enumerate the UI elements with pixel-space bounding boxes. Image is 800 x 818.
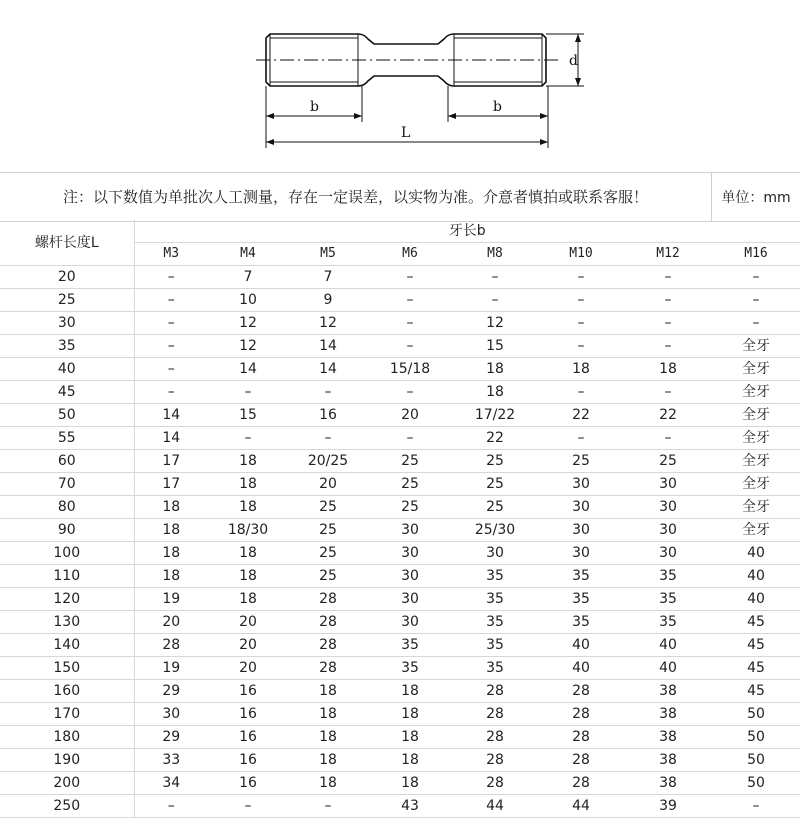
thread-length-cell: –: [134, 381, 208, 404]
thread-length-cell: 全牙: [712, 519, 800, 542]
b-left-arrow-2: [354, 113, 362, 119]
b-left-label: b: [310, 99, 319, 115]
thread-length-cell: 50: [712, 772, 800, 795]
thread-length-cell: 30: [624, 542, 712, 565]
table-row: [0, 749, 800, 772]
thread-length-cell: 50: [712, 703, 800, 726]
thread-length-cell: 12: [208, 312, 288, 335]
thread-length-cell: 25: [368, 473, 452, 496]
thread-length-cell: 14: [134, 427, 208, 450]
table-row: [0, 266, 800, 289]
thread-length-cell: 38: [624, 749, 712, 772]
size-header: M10: [538, 243, 624, 266]
thread-length-cell: –: [134, 312, 208, 335]
table-row: [0, 358, 800, 381]
thread-length-cell: 14: [288, 358, 368, 381]
thread-length-cell: 全牙: [712, 381, 800, 404]
thread-length-cell: 全牙: [712, 496, 800, 519]
thread-length-cell: 28: [452, 726, 538, 749]
table-row: [0, 680, 800, 703]
thread-length-cell: 20: [368, 404, 452, 427]
thread-length-cell: 40: [712, 565, 800, 588]
thread-length-cell: 全牙: [712, 473, 800, 496]
thread-length-cell: 30: [368, 519, 452, 542]
thread-length-cell: 7: [208, 266, 288, 289]
length-cell: 60: [0, 450, 134, 473]
thread-length-cell: 35: [624, 588, 712, 611]
thread-length-cell: 22: [624, 404, 712, 427]
size-header: M16: [712, 243, 800, 266]
table-row: [0, 335, 800, 358]
thread-length-cell: 10: [208, 289, 288, 312]
thread-length-cell: 35: [538, 611, 624, 634]
length-cell: 200: [0, 772, 134, 795]
unit-label: 单位：mm: [721, 190, 791, 206]
length-cell: 35: [0, 335, 134, 358]
length-cell: 120: [0, 588, 134, 611]
table-row: [0, 289, 800, 312]
thread-length-cell: –: [712, 795, 800, 818]
thread-length-cell: 18: [288, 703, 368, 726]
table-row: [0, 772, 800, 795]
thread-length-cell: 18: [208, 450, 288, 473]
thread-length-cell: –: [624, 312, 712, 335]
thread-length-cell: 22: [452, 427, 538, 450]
thread-length-cell: –: [368, 312, 452, 335]
b-right-arrow-1: [448, 113, 456, 119]
thread-length-cell: 25: [452, 473, 538, 496]
thread-length-cell: 18: [452, 381, 538, 404]
table-row: [0, 565, 800, 588]
length-cell: 250: [0, 795, 134, 818]
thread-length-cell: 38: [624, 680, 712, 703]
size-header: M4: [208, 243, 288, 266]
thread-length-cell: –: [624, 381, 712, 404]
length-cell: 150: [0, 657, 134, 680]
thread-length-cell: 16: [288, 404, 368, 427]
thread-length-cell: –: [712, 266, 800, 289]
table-row: [0, 312, 800, 335]
thread-length-cell: 17/22: [452, 404, 538, 427]
thread-length-cell: –: [368, 335, 452, 358]
thread-length-cell: 18: [368, 680, 452, 703]
thread-length-cell: 29: [134, 680, 208, 703]
L-arrow-2: [540, 139, 548, 145]
thread-length-cell: –: [538, 289, 624, 312]
thread-length-cell: –: [368, 289, 452, 312]
size-header: M3: [134, 243, 208, 266]
table-row: [0, 496, 800, 519]
thread-length-cell: 12: [208, 335, 288, 358]
b-left-arrow-1: [266, 113, 274, 119]
thread-length-cell: 35: [624, 565, 712, 588]
note-row: [0, 172, 800, 222]
thread-length-cell: 20/25: [288, 450, 368, 473]
thread-length-cell: 28: [452, 772, 538, 795]
thread-length-cell: –: [624, 427, 712, 450]
thread-length-cell: 18: [208, 496, 288, 519]
thread-length-cell: 35: [452, 634, 538, 657]
thread-length-cell: 16: [208, 772, 288, 795]
thread-length-cell: 18: [208, 565, 288, 588]
thread-length-cell: 17: [134, 473, 208, 496]
thread-length-cell: –: [712, 312, 800, 335]
thread-length-cell: –: [134, 266, 208, 289]
thread-length-cell: –: [712, 289, 800, 312]
thread-length-cell: 18: [208, 473, 288, 496]
thread-length-cell: –: [368, 381, 452, 404]
length-cell: 110: [0, 565, 134, 588]
thread-length-cell: 40: [624, 634, 712, 657]
thread-length-cell: 25: [368, 496, 452, 519]
thread-length-cell: 14: [288, 335, 368, 358]
thread-length-cell: 28: [288, 634, 368, 657]
table-row: [0, 519, 800, 542]
length-cell: 140: [0, 634, 134, 657]
thread-length-cell: 25: [368, 450, 452, 473]
length-cell: 70: [0, 473, 134, 496]
length-cell: 50: [0, 404, 134, 427]
thread-length-cell: 14: [134, 404, 208, 427]
thread-length-cell: –: [208, 795, 288, 818]
thread-length-cell: 15: [452, 335, 538, 358]
thread-length-cell: 25: [452, 450, 538, 473]
table-row: [0, 588, 800, 611]
length-cell: 90: [0, 519, 134, 542]
thread-length-cell: 18: [368, 726, 452, 749]
table-row: [0, 381, 800, 404]
thread-length-cell: 19: [134, 657, 208, 680]
length-cell: 45: [0, 381, 134, 404]
thread-length-cell: 30: [538, 473, 624, 496]
thread-length-cell: –: [452, 266, 538, 289]
thread-length-cell: 28: [452, 680, 538, 703]
thread-length-cell: 28: [538, 772, 624, 795]
thread-length-cell: 22: [538, 404, 624, 427]
thread-length-cell: 18: [208, 588, 288, 611]
table-row: [0, 726, 800, 749]
L-arrow-1: [266, 139, 274, 145]
thread-length-cell: 50: [712, 749, 800, 772]
thread-length-cell: 28: [134, 634, 208, 657]
thread-length-cell: –: [452, 289, 538, 312]
thread-length-cell: 45: [712, 634, 800, 657]
thread-length-cell: 35: [368, 657, 452, 680]
thread-length-cell: 18: [538, 358, 624, 381]
thread-length-cell: 35: [368, 634, 452, 657]
thread-length-cell: –: [288, 795, 368, 818]
thread-length-cell: 15: [208, 404, 288, 427]
length-cell: 40: [0, 358, 134, 381]
thread-length-cell: 20: [208, 634, 288, 657]
thread-length-cell: 28: [452, 749, 538, 772]
thread-length-cell: 30: [538, 542, 624, 565]
table-row: [0, 542, 800, 565]
thread-length-cell: 20: [208, 657, 288, 680]
length-cell: 160: [0, 680, 134, 703]
thread-length-cell: 44: [538, 795, 624, 818]
measurement-note: 注：以下数值为单批次人工测量，存在一定误差，以实物为准。介意者慎拍或联系客服！: [0, 173, 712, 221]
thread-length-cell: –: [208, 381, 288, 404]
thread-length-cell: 30: [134, 703, 208, 726]
thread-length-cell: 25: [288, 519, 368, 542]
thread-length-cell: –: [538, 335, 624, 358]
thread-length-cell: –: [538, 427, 624, 450]
thread-length-cell: 28: [288, 588, 368, 611]
thread-length-cell: 28: [538, 703, 624, 726]
thread-length-cell: 28: [288, 657, 368, 680]
length-column-header: 螺杆长度L: [0, 220, 134, 266]
table-row: [0, 450, 800, 473]
thread-length-cell: 45: [712, 611, 800, 634]
thread-length-cell: 15/18: [368, 358, 452, 381]
thread-length-header: 牙长b: [134, 220, 800, 243]
thread-length-cell: 40: [538, 657, 624, 680]
thread-length-cell: 35: [452, 588, 538, 611]
thread-length-cell: 25: [538, 450, 624, 473]
thread-length-cell: 45: [712, 680, 800, 703]
thread-length-cell: 30: [368, 588, 452, 611]
length-cell: 190: [0, 749, 134, 772]
thread-length-cell: 34: [134, 772, 208, 795]
thread-length-cell: 18: [134, 542, 208, 565]
thread-length-cell: 18: [368, 703, 452, 726]
thread-length-cell: 38: [624, 772, 712, 795]
thread-length-cell: 30: [368, 542, 452, 565]
table-row: [0, 611, 800, 634]
thread-length-cell: 25: [288, 565, 368, 588]
thread-length-cell: 35: [452, 657, 538, 680]
thread-length-cell: 30: [624, 473, 712, 496]
thread-length-cell: 18: [288, 749, 368, 772]
thread-length-cell: 35: [452, 611, 538, 634]
b-right-arrow-2: [540, 113, 548, 119]
size-header: M12: [624, 243, 712, 266]
thread-length-cell: 全牙: [712, 404, 800, 427]
thread-length-cell: –: [538, 312, 624, 335]
thread-length-cell: 16: [208, 680, 288, 703]
thread-length-cell: –: [134, 795, 208, 818]
length-cell: 25: [0, 289, 134, 312]
thread-length-cell: 25: [452, 496, 538, 519]
thread-length-cell: 16: [208, 703, 288, 726]
length-cell: 55: [0, 427, 134, 450]
L-label: L: [401, 125, 411, 141]
length-cell: 100: [0, 542, 134, 565]
thread-length-cell: 18: [134, 496, 208, 519]
thread-length-cell: 43: [368, 795, 452, 818]
size-header: M6: [368, 243, 452, 266]
thread-length-cell: 30: [538, 496, 624, 519]
size-header: M5: [288, 243, 368, 266]
thread-length-cell: –: [288, 427, 368, 450]
thread-length-cell: –: [208, 427, 288, 450]
thread-length-cell: 16: [208, 726, 288, 749]
thread-length-cell: 全牙: [712, 450, 800, 473]
thread-length-cell: 18: [288, 680, 368, 703]
thread-length-cell: 44: [452, 795, 538, 818]
thread-length-cell: 12: [452, 312, 538, 335]
thread-length-cell: –: [368, 266, 452, 289]
thread-length-cell: 50: [712, 726, 800, 749]
thread-length-cell: 38: [624, 726, 712, 749]
length-cell: 80: [0, 496, 134, 519]
thread-length-cell: –: [624, 266, 712, 289]
thread-length-cell: 18: [134, 565, 208, 588]
thread-length-cell: 全牙: [712, 427, 800, 450]
thread-length-cell: 18: [288, 772, 368, 795]
thread-length-cell: 45: [712, 657, 800, 680]
thread-length-cell: 40: [624, 657, 712, 680]
thread-length-cell: 33: [134, 749, 208, 772]
thread-length-cell: 18: [624, 358, 712, 381]
thread-length-cell: 28: [452, 703, 538, 726]
length-cell: 180: [0, 726, 134, 749]
thread-length-cell: 全牙: [712, 335, 800, 358]
thread-length-cell: 25: [288, 496, 368, 519]
thread-length-cell: 18: [452, 358, 538, 381]
length-cell: 30: [0, 312, 134, 335]
table-row: [0, 427, 800, 450]
thread-length-cell: 20: [134, 611, 208, 634]
d-arrow-bottom: [575, 78, 581, 86]
d-arrow-top: [575, 34, 581, 42]
stud-bolt-diagram: [0, 0, 800, 170]
thread-length-cell: 30: [368, 565, 452, 588]
thread-length-cell: 35: [538, 565, 624, 588]
thread-length-cell: 25: [288, 542, 368, 565]
thread-length-cell: –: [134, 358, 208, 381]
thread-length-cell: 18: [368, 772, 452, 795]
thread-length-cell: 28: [538, 749, 624, 772]
length-cell: 130: [0, 611, 134, 634]
thread-length-cell: 12: [288, 312, 368, 335]
thread-length-cell: –: [134, 335, 208, 358]
thread-length-cell: 40: [712, 542, 800, 565]
thread-length-cell: 30: [452, 542, 538, 565]
thread-length-cell: 30: [624, 496, 712, 519]
table-row: [0, 703, 800, 726]
thread-length-cell: 40: [712, 588, 800, 611]
thread-length-cell: 16: [208, 749, 288, 772]
length-cell: 20: [0, 266, 134, 289]
thread-length-cell: 38: [624, 703, 712, 726]
thread-length-cell: 14: [208, 358, 288, 381]
thread-length-cell: 18: [288, 726, 368, 749]
thread-length-cell: 30: [538, 519, 624, 542]
thread-length-cell: –: [624, 335, 712, 358]
table-row: [0, 404, 800, 427]
thread-length-cell: 18: [208, 542, 288, 565]
thread-length-cell: 全牙: [712, 358, 800, 381]
table-row: [0, 795, 800, 818]
thread-length-cell: 19: [134, 588, 208, 611]
thread-length-cell: –: [624, 289, 712, 312]
table-row: [0, 634, 800, 657]
thread-length-cell: 18/30: [208, 519, 288, 542]
thread-length-cell: 40: [538, 634, 624, 657]
thread-length-cell: –: [288, 381, 368, 404]
table-row: [0, 657, 800, 680]
thread-length-cell: 25: [624, 450, 712, 473]
thread-length-cell: –: [538, 381, 624, 404]
thread-length-cell: –: [368, 427, 452, 450]
thread-length-cell: 28: [538, 680, 624, 703]
size-header: M8: [452, 243, 538, 266]
thread-length-cell: 29: [134, 726, 208, 749]
thread-length-table: [0, 220, 800, 818]
d-label: d: [569, 53, 578, 69]
thread-length-cell: 28: [538, 726, 624, 749]
thread-length-cell: 25/30: [452, 519, 538, 542]
thread-length-cell: 30: [624, 519, 712, 542]
thread-length-cell: 35: [624, 611, 712, 634]
thread-length-cell: 39: [624, 795, 712, 818]
thread-length-cell: 18: [134, 519, 208, 542]
b-right-label: b: [493, 99, 502, 115]
thread-length-cell: 18: [368, 749, 452, 772]
thread-length-cell: 7: [288, 266, 368, 289]
thread-length-cell: 17: [134, 450, 208, 473]
thread-length-cell: 35: [452, 565, 538, 588]
thread-length-cell: 20: [288, 473, 368, 496]
table-row: [0, 473, 800, 496]
thread-length-cell: 30: [368, 611, 452, 634]
thread-length-cell: 20: [208, 611, 288, 634]
thread-length-cell: –: [134, 289, 208, 312]
length-cell: 170: [0, 703, 134, 726]
thread-length-cell: 9: [288, 289, 368, 312]
thread-length-cell: 28: [288, 611, 368, 634]
thread-length-cell: –: [538, 266, 624, 289]
thread-length-cell: 35: [538, 588, 624, 611]
